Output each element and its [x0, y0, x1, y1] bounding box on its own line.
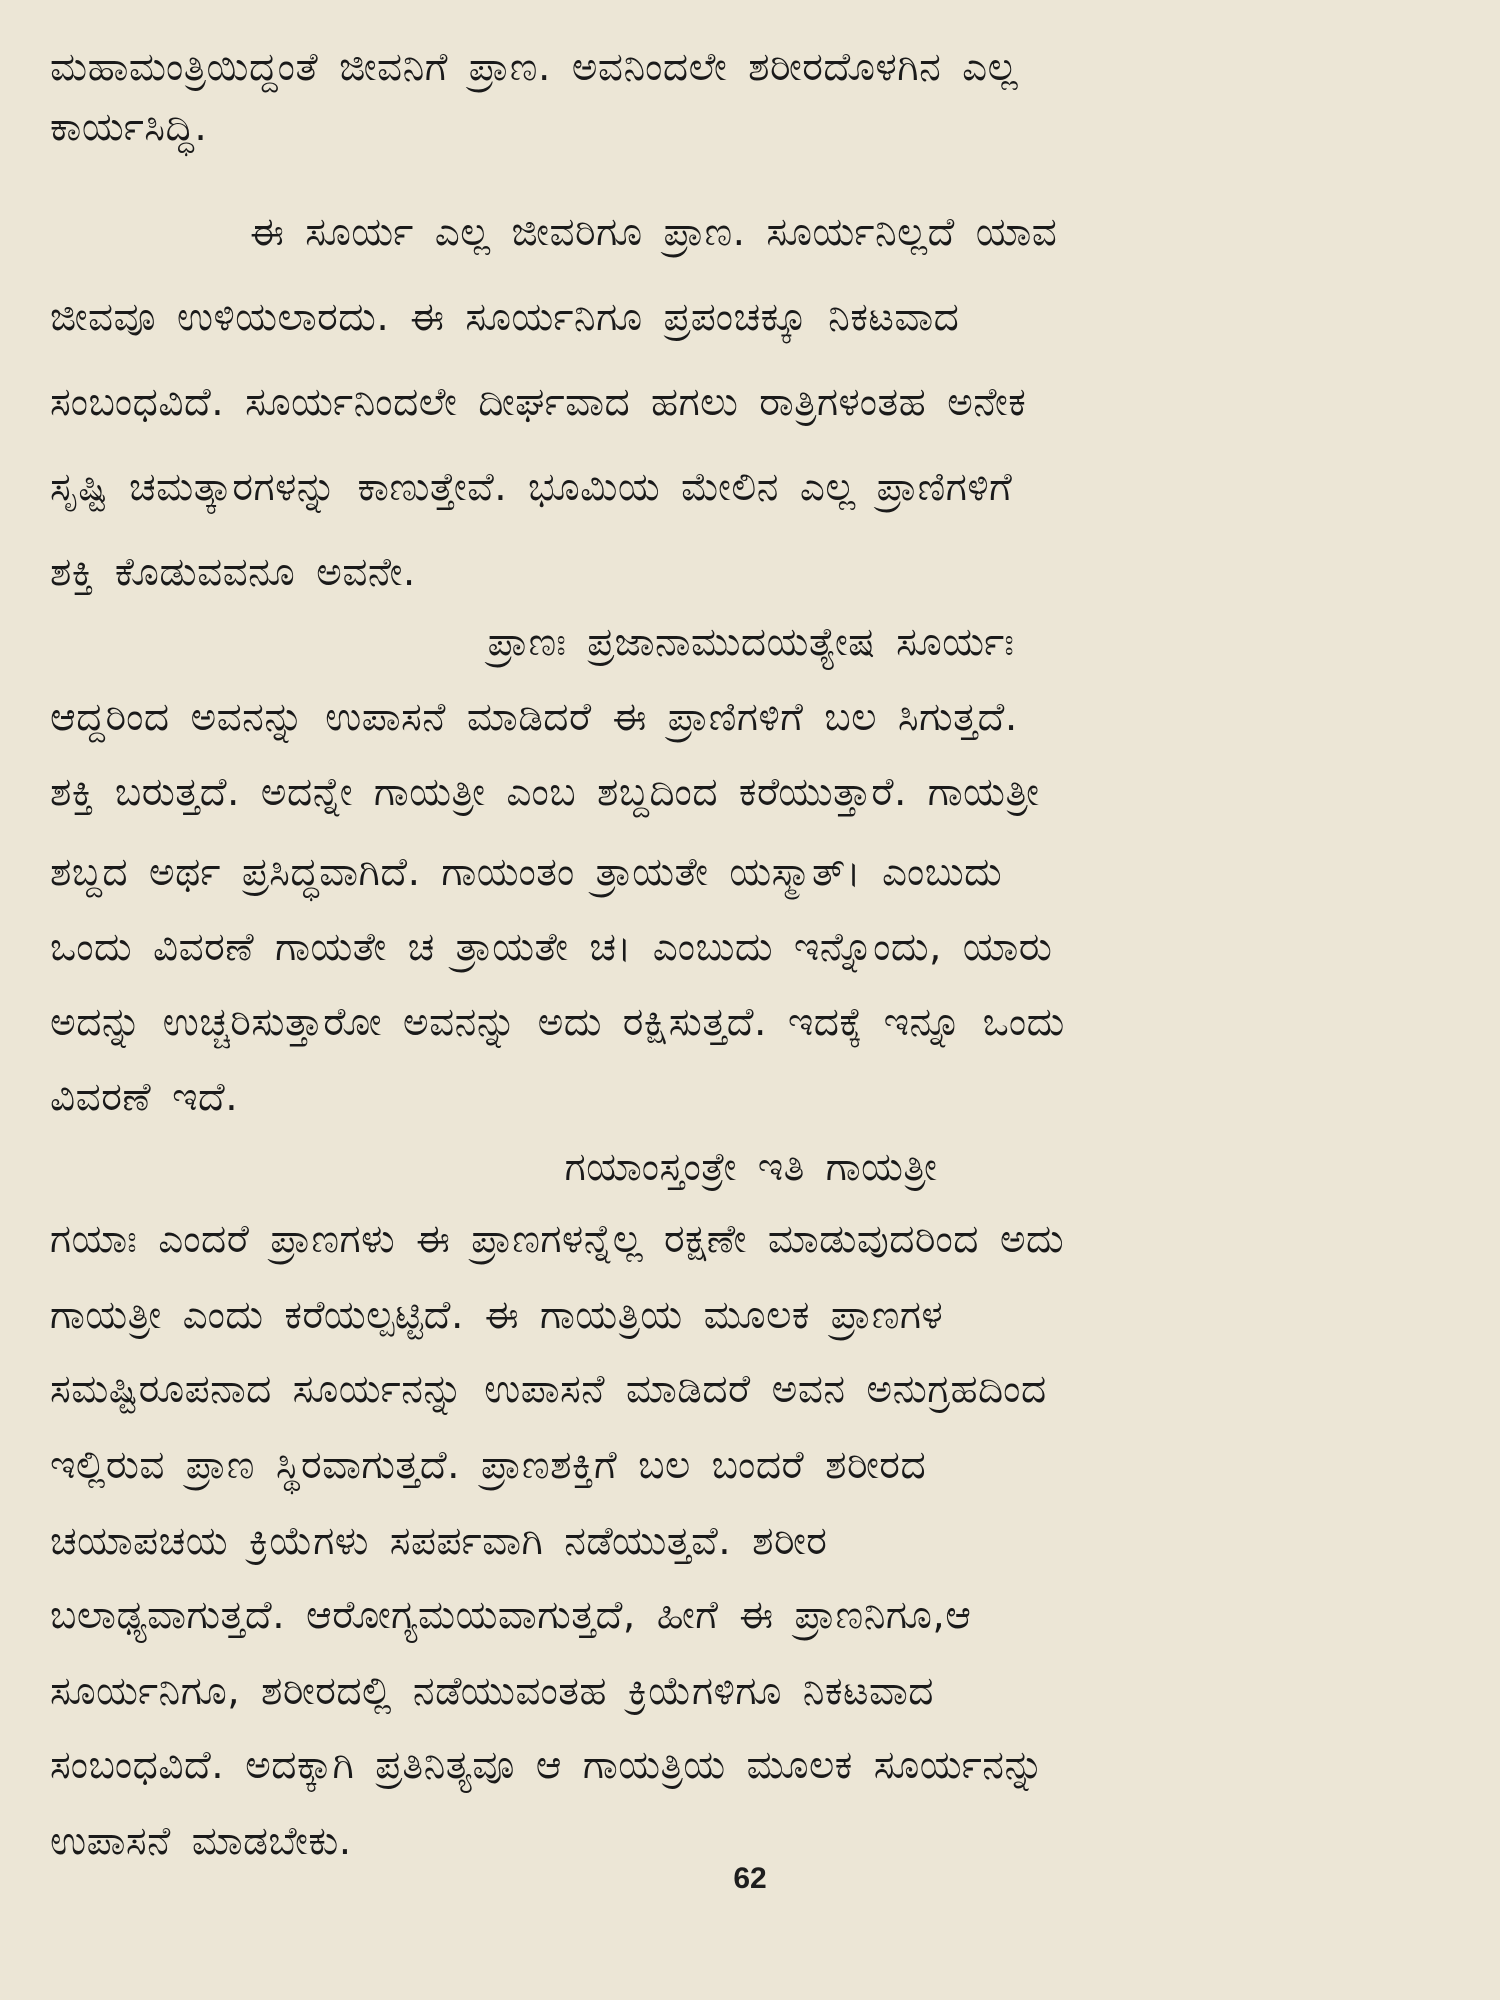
text-line: ಸಂಬಂಧವಿದೆ. ಸೂರ್ಯನಿಂದಲೇ ದೀರ್ಘವಾದ ಹಗಲು ರಾತ್ರಿಗಳಂತಹ ಅನೇಕ — [50, 380, 1027, 425]
text-line: ಸಂಬಂಧವಿದೆ. ಅದಕ್ಕಾಗಿ ಪ್ರತಿನಿತ್ಯವೂ ಆ ಗಾಯತ್ರಿಯ ಮೂಲಕ ಸೂರ್ಯನನ್ನು — [50, 1743, 1045, 1788]
text-line: ಮಹಾಮಂತ್ರಿಯಿದ್ದಂತೆ ಜೀವನಿಗೆ ಪ್ರಾಣ. ಅವನಿಂದಲೇ ಶರೀರದೊಳಗಿನ ಎಲ್ಲ — [50, 45, 1019, 90]
text-line: ವಿವರಣೆ ಇದೆ. — [50, 1075, 239, 1120]
book-page — [50, 38, 1452, 1938]
text-line: ಶಕ್ತಿ ಕೊಡುವವನೂ ಅವನೇ. — [50, 550, 416, 595]
text-line: ಅದನ್ನು ಉಚ್ಚರಿಸುತ್ತಾರೋ ಅವನನ್ನು ಅದು ರಕ್ಷಿಸುತ್ತದೆ. ಇದಕ್ಕೆ ಇನ್ನೂ ಒಂದು — [50, 1000, 1065, 1045]
text-line: ಕಾರ್ಯಸಿದ್ಧಿ. — [50, 105, 208, 150]
verse-line: ಪ್ರಾಣಃ ಪ್ರಜಾನಾಮುದಯತ್ಯೇಷ ಸೂರ್ಯಃ — [487, 620, 1015, 665]
text-line: ಗಯಾಃ ಎಂದರೆ ಪ್ರಾಣಗಳು ಈ ಪ್ರಾಣಗಳನ್ನೆಲ್ಲ ರಕ್ಷಣೇ ಮಾಡುವುದರಿಂದ ಅದು — [50, 1217, 1065, 1262]
text-line: ಸೂರ್ಯನಿಗೂ, ಶರೀರದಲ್ಲಿ ನಡೆಯುವಂತಹ ಕ್ರಿಯೆಗಳಿಗೂ ನಿಕಟವಾದ — [50, 1669, 934, 1714]
page-number: 62 — [733, 1862, 767, 1895]
text-line: ಒಂದು ವಿವರಣೆ ಗಾಯತೇ ಚ ತ್ರಾಯತೇ ಚ। ಎಂಬುದು ಇನ್ನೊಂದು, ಯಾರು — [50, 925, 1053, 970]
text-line: ಆದ್ದರಿಂದ ಅವನನ್ನು ಉಪಾಸನೆ ಮಾಡಿದರೆ ಈ ಪ್ರಾಣಿಗಳಿಗೆ ಬಲ ಸಿಗುತ್ತದೆ. — [50, 695, 1018, 740]
text-line: ಇಲ್ಲಿರುವ ಪ್ರಾಣ ಸ್ಥಿರವಾಗುತ್ತದೆ. ಪ್ರಾಣಶಕ್ತಿಗೆ ಬಲ ಬಂದರೆ ಶರೀರದ — [50, 1443, 927, 1488]
text-line: ಶಬ್ದದ ಅರ್ಥ ಪ್ರಸಿದ್ಧವಾಗಿದೆ. ಗಾಯಂತಂ ತ್ರಾಯತೇ ಯಸ್ಮಾತ್। ಎಂಬುದು — [50, 850, 1003, 895]
text-line: ಗಾಯತ್ರೀ ಎಂದು ಕರೆಯಲ್ಪಟ್ಟಿದೆ. ಈ ಗಾಯತ್ರಿಯ ಮೂಲಕ ಪ್ರಾಣಗಳ — [50, 1293, 944, 1338]
verse-line: ಗಯಾಂಸ್ತಂತ್ರೇ ಇತಿ ಗಾಯತ್ರೀ — [564, 1145, 938, 1190]
text-line: ಶಕ್ತಿ ಬರುತ್ತದೆ. ಅದನ್ನೇ ಗಾಯತ್ರೀ ಎಂಬ ಶಬ್ದದಿಂದ ಕರೆಯುತ್ತಾರೆ. ಗಾಯತ್ರೀ — [50, 770, 1040, 815]
text-line: ಸಮಷ್ಟಿರೂಪನಾದ ಸೂರ್ಯನನ್ನು ಉಪಾಸನೆ ಮಾಡಿದರೆ ಅವನ ಅನುಗ್ರಹದಿಂದ — [50, 1367, 1047, 1412]
text-line: ಸೃಷ್ಟಿ ಚಮತ್ಕಾರಗಳನ್ನು ಕಾಣುತ್ತೇವೆ. ಭೂಮಿಯ ಮೇಲಿನ ಎಲ್ಲ ಪ್ರಾಣಿಗಳಿಗೆ — [50, 465, 1013, 510]
text-line: ಬಲಾಢ್ಯವಾಗುತ್ತದೆ. ಆರೋಗ್ಯಮಯವಾಗುತ್ತದೆ, ಹೀಗೆ ಈ ಪ್ರಾಣನಿಗೂ,ಆ — [50, 1593, 972, 1638]
text-line: ಜೀವವೂ ಉಳಿಯಲಾರದು. ಈ ಸೂರ್ಯನಿಗೂ ಪ್ರಪಂಚಕ್ಕೂ ನಿಕಟವಾದ — [50, 295, 960, 340]
paragraph-start-line: ಈ ಸೂರ್ಯ ಎಲ್ಲ ಜೀವರಿಗೂ ಪ್ರಾಣ. ಸೂರ್ಯನಿಲ್ಲದೆ ಯಾವ — [250, 210, 1058, 255]
text-line: ಚಯಾಪಚಯ ಕ್ರಿಯೆಗಳು ಸಪರ್ಪವಾಗಿ ನಡೆಯುತ್ತವೆ. ಶರೀರ — [50, 1519, 828, 1564]
text-line: ಉಪಾಸನೆ ಮಾಡಬೇಕು. — [50, 1819, 352, 1864]
